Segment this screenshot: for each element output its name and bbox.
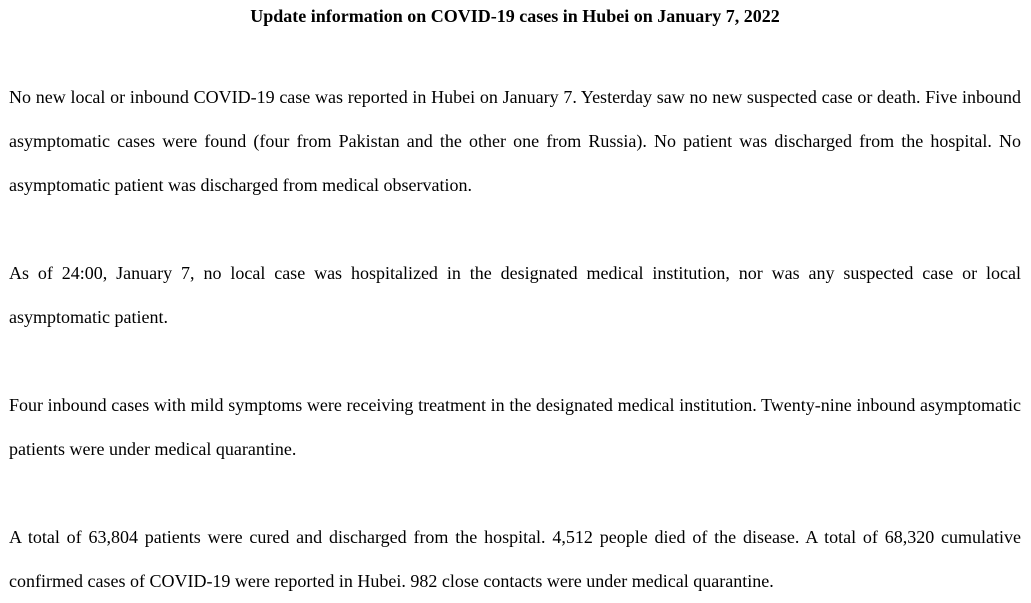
paragraph-new-cases: No new local or inbound COVID-19 case was reported in Hubei on January 7. Yesterday saw no new suspected case or death. Five inbound asymptomatic cases were found (four from Pakistan and the other one from Russia). No patient was discharged from the hospital. No asymptomatic patient was discharged from medical observation. <box>9 87 1021 195</box>
document-title: Update information on COVID-19 cases in Hubei on January 7, 2022 <box>250 6 780 26</box>
paragraph-hospitalized: As of 24:00, January 7, no local case was hospitalized in the designated medical institution, nor was any suspected case or local asymptomatic patient. <box>9 263 1021 327</box>
document <box>9 0 1021 603</box>
paragraph-cumulative-totals: A total of 63,804 patients were cured and discharged from the hospital. 4,512 people died of the disease. A total of 68,320 cumulative confirmed cases of COVID-19 were reported in Hubei. 982 close contacts were under medical quarantine. <box>9 527 1021 591</box>
paragraph-inbound-treatment: Four inbound cases with mild symptoms were receiving treatment in the designated medical institution. Twenty-nine inbound asymptomatic patients were under medical quarantine. <box>9 395 1021 459</box>
